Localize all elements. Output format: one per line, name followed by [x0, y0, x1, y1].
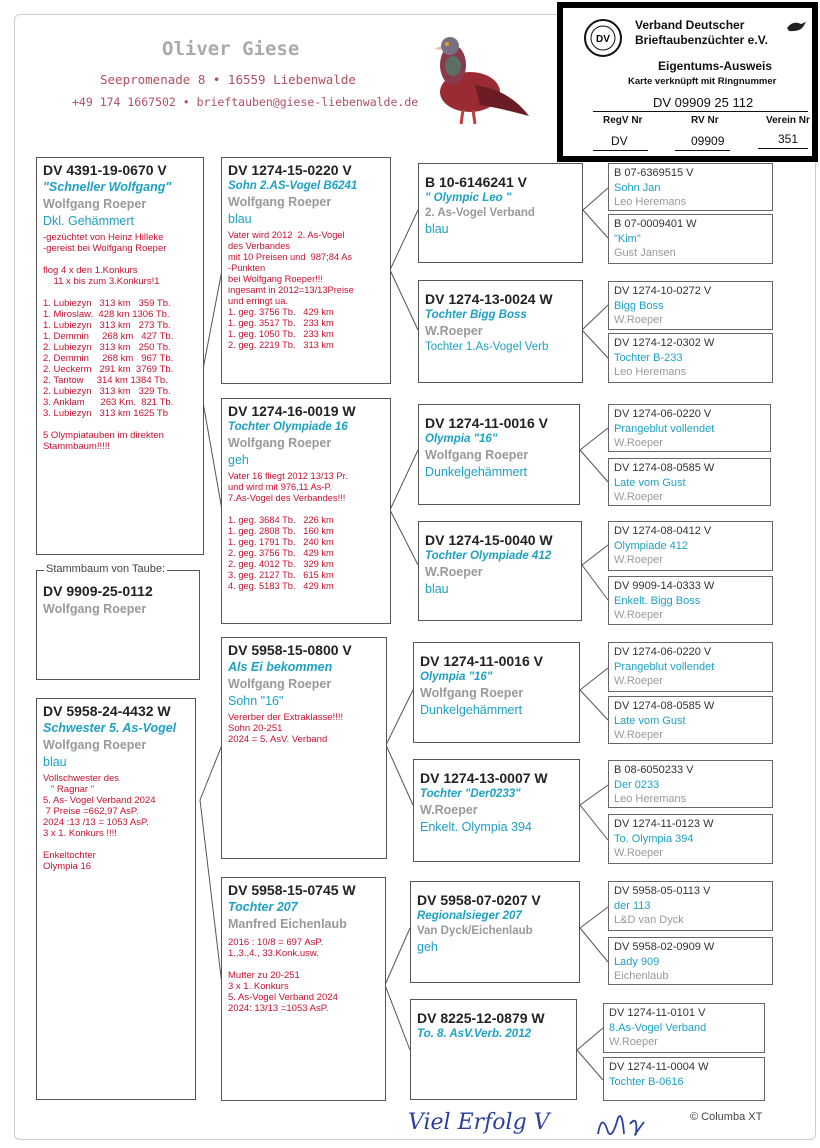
gen3-card-7 — [410, 881, 580, 983]
breeder: Van Dyck/Eichenlaub — [417, 925, 533, 937]
ring-number: DV 1274-08-0412 V — [614, 525, 712, 537]
ring-number: DV 5958-24-4432 W — [43, 703, 171, 719]
ring-number: DV 1274-11-0004 W — [609, 1061, 709, 1073]
pigeon-name: Prangeblut vollendet — [614, 661, 715, 673]
gen4-card-1 — [608, 163, 773, 211]
breeder-name: Oliver Giese — [162, 38, 300, 60]
breeder: Wolfgang Roeper — [228, 677, 332, 691]
mm-card — [221, 877, 386, 1101]
ring-number: DV 1274-13-0007 W — [420, 770, 548, 786]
gen3-card-2 — [418, 280, 583, 383]
gen4-card-8 — [608, 576, 773, 625]
signature-icon — [592, 1104, 650, 1144]
ring-number: DV 1274-15-0220 V — [228, 162, 352, 178]
pigeon-color: Dkl. Gehämmert — [43, 214, 134, 228]
ring-number: DV 1274-11-0123 W — [614, 818, 714, 830]
ring-number: DV 9909-14-0333 W — [614, 580, 715, 592]
ring-number: DV 1274-08-0585 W — [614, 462, 715, 474]
pigeon-color: Dunkelgehämmert — [425, 465, 528, 479]
breeder: Leo Heremans — [614, 366, 687, 378]
pigeon-color: blau — [228, 212, 252, 226]
breeder: Wolfgang Roeper — [43, 197, 147, 211]
gen4-card-13 — [608, 881, 773, 931]
gen4-card-5 — [608, 404, 771, 452]
ring-number: DV 5958-05-0113 V — [614, 885, 711, 897]
pigeon-name: Tochter "Der0233" — [420, 788, 521, 800]
breeder: W.Roeper — [420, 803, 478, 817]
pigeon-name: To. Olympia 394 — [614, 833, 694, 845]
ring-number: DV 1274-06-0220 V — [614, 408, 712, 420]
gen4-card-12 — [608, 814, 773, 864]
breeder: Gust Jansen — [614, 247, 676, 259]
gen3-card-8 — [410, 999, 577, 1100]
pigeon-color: blau — [425, 222, 449, 236]
pigeon-color: Tochter 1.As-Vogel Verb — [425, 341, 549, 353]
card-col3-header: Verein Nr — [766, 115, 810, 126]
ring-number: DV 1274-06-0220 V — [614, 646, 712, 658]
ring-number: DV 8225-12-0879 W — [417, 1010, 545, 1026]
breeder: 2. As-Vogel Verband — [425, 207, 535, 219]
gen3-card-3 — [418, 404, 580, 505]
breeder: Wolfgang Roeper — [425, 448, 529, 462]
breeder: Wolfgang Roeper — [43, 602, 147, 616]
pigeon-name: Late vom Gust — [614, 477, 686, 489]
pigeon-name: Late vom Gust — [614, 715, 686, 727]
pigeon-name: Tochter B-0616 — [609, 1076, 684, 1088]
card-ring-number: DV 09909 25 112 — [653, 95, 754, 110]
breeder: W.Roeper — [614, 847, 663, 859]
pigeon-name: Prangeblut vollendet — [614, 423, 715, 435]
ring-number: DV 5958-15-0800 V — [228, 642, 352, 658]
breeder: Leo Heremans — [614, 793, 687, 805]
pigeon-name: Regionalsieger 207 — [417, 910, 522, 922]
pigeon-color: geh — [417, 940, 438, 954]
gen3-card-1 — [418, 163, 583, 263]
fm-card — [221, 398, 391, 624]
breeder: Wolfgang Roeper — [228, 195, 332, 209]
ring-number: DV 1274-11-0016 V — [420, 653, 543, 669]
ring-number: DV 4391-19-0670 V — [43, 162, 167, 178]
ff-card — [221, 157, 391, 384]
breeder-contact: +49 174 1667502 • brieftauben@giese-liebenwalde.de — [72, 95, 419, 109]
pigeon-name: "Schneller Wolfgang" — [43, 180, 172, 194]
ring-number: DV 1274-11-0016 V — [425, 415, 548, 431]
mother-card — [36, 698, 196, 1100]
gen3-card-5 — [413, 642, 580, 743]
ring-number: DV 5958-02-0909 W — [614, 941, 715, 953]
pigeon-name: Als Ei bekommen — [228, 660, 333, 674]
pigeon-name: 8.As-Vogel Verband — [609, 1022, 707, 1034]
breeder: W.Roeper — [614, 437, 663, 449]
ring-number: DV 1274-11-0101 V — [609, 1007, 706, 1019]
notes: 2016 : 10/8 = 697 AsP. 1.,3.,4., 33.Konk.usw. Mutter zu 20-251 3 x 1. Konkurs 5. As-Vogel Verband 2024 2024: 13/13 =1053 AsP. — [228, 937, 338, 1014]
gen4-card-11 — [608, 760, 773, 808]
gen4-card-10 — [608, 696, 773, 744]
mf-card — [221, 637, 387, 859]
card-col3-value: 351 — [778, 132, 799, 146]
ring-number: DV 5958-15-0745 W — [228, 882, 356, 898]
breeder: W.Roeper — [614, 729, 663, 741]
card-title: Eigentums-Ausweis — [658, 59, 773, 73]
pigeon-name: Schwester 5. As-Vogel — [43, 721, 177, 735]
breeder-address: Seepromenade 8 • 16559 Liebenwalde — [100, 72, 356, 87]
gen4-card-15 — [603, 1003, 765, 1053]
gen4-card-3 — [608, 281, 773, 330]
pigeon-name: Tochter 207 — [228, 900, 298, 914]
breeder: W.Roeper — [614, 491, 663, 503]
notes: Vollschwester des " Ragnar " 5. As- Vogel Verband 2024 7 Preise =662,97 AsP. 2024 :13 /13 = 1053 AsP. 3 x 1. Konkurs !!!! Enkeltochter Olympia 16 — [43, 773, 156, 872]
ring-number: DV 1274-12-0302 W — [614, 337, 715, 349]
pigeon-name: Tochter Bigg Boss — [425, 309, 527, 321]
breeder: Wolfgang Roeper — [228, 436, 332, 450]
gen4-card-9 — [608, 642, 773, 692]
breeder: Wolfgang Roeper — [420, 686, 524, 700]
pigeon-name: Enkelt. Bigg Boss — [614, 595, 701, 607]
copyright: © Columba XT — [690, 1111, 763, 1123]
ring-number: B 07-6369515 V — [614, 167, 694, 179]
ring-number: DV 1274-16-0019 W — [228, 403, 356, 419]
breeder: W.Roeper — [614, 675, 663, 687]
pigeon-name: Tochter B-233 — [614, 352, 683, 364]
card-col2-value: 09909 — [691, 134, 725, 148]
subject-card — [36, 570, 200, 680]
card-col2-header: RV Nr — [691, 115, 719, 126]
pigeon-name: To. 8. AsV.Verb. 2012 — [417, 1028, 531, 1040]
gen3-card-4 — [418, 521, 582, 621]
pigeon-name: Der 0233 — [614, 779, 660, 791]
pigeon-name: der 113 — [614, 900, 651, 912]
ring-number: DV 5958-07-0207 V — [417, 892, 541, 908]
breeder: Manfred Eichenlaub — [228, 917, 347, 931]
gen4-card-4 — [608, 333, 773, 383]
card-col1-value: DV — [611, 134, 628, 148]
gen4-card-16 — [603, 1057, 765, 1101]
gen4-card-7 — [608, 521, 773, 571]
ring-number: DV 1274-10-0272 V — [614, 285, 712, 297]
notes: Vater 16 fliegt 2012 13/13 Pr. und wird mit 976,11 As-P. 7.As-Vogel des Verbandes!!! 1. geg. 3684 Tb. 226 km 1. geg. 2808 Tb. 160 km 1. geg. 1791 Tb. 240 km 2. geg. 3756 Tb. 429 km 2. geg. 4012 Tb. 329 km 3. geg. 2127 Tb. 615 km 4. geg. 5183 Tb. 429 km — [228, 471, 348, 591]
notes: -gezüchtet von Heinz Hilleke -gereist bei Wolfgang Roeper flog 4 x den 1.Konkurs 11 x bis zum 3.Konkurs!1 1. Lubiezyn 313 km 359 Tb. 1. Miroslaw. 428 km 1306 Tb. 1. Lubiezyn 313 km 273 Tb. 1. Demmin 268 km 427 Tb. 2. Lubiezyn 313 km 250 Tb. 2. Demmin 268 km 967 Tb. 2. Ueckerm 291 km 3769 Tb. 2. Tantow 314 km 1384 Tb. 2. Lubiezyn 313 km 329 Tb. 3. Anklam 263 Km. 821 Tb. 3. Lubiezyn 313 km 1625 Tb 5 Olympiatauben im direkten Stammbaum!!!!! — [43, 232, 174, 452]
pigeon-name: Olympia "16" — [425, 433, 498, 445]
notes: Vererber der Extraklasse!!!! Sohn 20-251 2024 = 5. AsV. Verband — [228, 712, 344, 745]
breeder: L&D van Dyck — [614, 914, 684, 926]
pigeon-name: Sohn Jan — [614, 182, 661, 194]
breeder: W.Roeper — [614, 314, 663, 326]
breeder: W.Roeper — [614, 609, 663, 621]
handwritten-note: Viel Erfolg V — [408, 1110, 550, 1135]
pigeon-name: Olympia "16" — [420, 671, 493, 683]
card-org-line1: Verband Deutscher — [635, 18, 745, 32]
breeder: W.Roeper — [614, 554, 663, 566]
pigeon-color: blau — [425, 582, 449, 596]
pigeon-name: Tochter Olympiade 16 — [228, 421, 348, 433]
pigeon-color: Enkelt. Olympia 394 — [420, 820, 532, 834]
pigeon-color: geh — [228, 453, 249, 467]
breeder: Eichenlaub — [614, 970, 669, 982]
ring-number: B 07-0009401 W — [614, 218, 697, 230]
card-org-line2: Brieftaubenzüchter e.V. — [635, 33, 768, 47]
pigeon-name: Bigg Boss — [614, 300, 664, 312]
ring-number: B 08-6050233 V — [614, 764, 694, 776]
pigeon-name: "Kim" — [614, 233, 641, 245]
card-subtitle: Karte verknüpft mit Ringnummer — [628, 76, 777, 87]
pigeon-name: Sohn 2.AS-Vogel B6241 — [228, 180, 358, 192]
pigeon-name: Olympiade 412 — [614, 540, 688, 552]
gen4-card-2 — [608, 214, 773, 264]
pigeon-color: Sohn "16" — [228, 694, 284, 708]
breeder: Wolfgang Roeper — [43, 738, 147, 752]
ring-number: DV 1274-15-0040 W — [425, 532, 553, 548]
svg-text:DV: DV — [596, 34, 610, 45]
pigeon-name: Lady 909 — [614, 956, 660, 968]
father-card — [36, 157, 204, 555]
gen4-card-6 — [608, 458, 771, 506]
pigeon-color: Dunkelgehämmert — [420, 703, 523, 717]
ring-number: DV 1274-08-0585 W — [614, 700, 715, 712]
pigeon-name: Tochter Olympiade 412 — [425, 550, 552, 562]
breeder: W.Roeper — [425, 565, 483, 579]
ring-number: DV 1274-13-0024 W — [425, 291, 553, 307]
gen4-card-14 — [608, 937, 773, 985]
subject-caption: Stammbaum von Taube: — [46, 563, 166, 575]
pigeon-color: blau — [43, 755, 67, 769]
ring-number: B 10-6146241 V — [425, 174, 527, 190]
gen3-card-6 — [413, 759, 580, 862]
pigeon-name: " Olympic Leo " — [425, 192, 512, 204]
card-col1-header: RegV Nr — [603, 115, 643, 126]
notes: Vater wird 2012 2. As-Vogel des Verbandes mit 10 Preisen und 987;84 As -Punkten bei Wolfgang Roeper!!! ingesamt in 2012=13/13Preise und erringt ua. 1. geg. 3756 Tb. 429 km 1. geg. 3517 Tb. 233 km 1. geg. 1050 Tb. 233 km 2. geg. 2219 Tb. 313 km — [228, 230, 354, 350]
ring-number: DV 9909-25-0112 — [43, 583, 153, 599]
breeder: W.Roeper — [609, 1036, 658, 1048]
breeder: W.Roeper — [425, 324, 483, 338]
breeder: Leo Heremans — [614, 196, 687, 208]
